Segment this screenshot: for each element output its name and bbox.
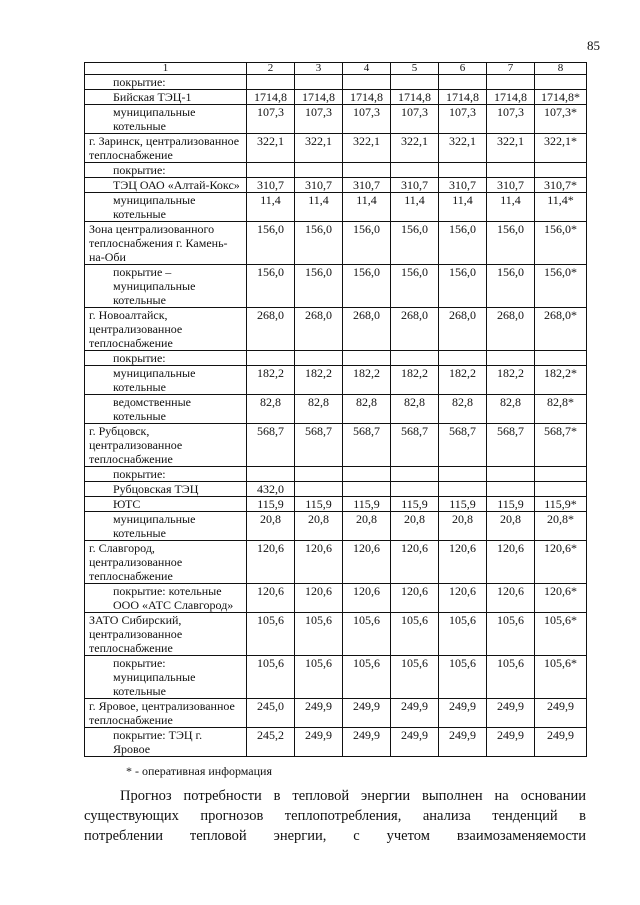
row-value [247, 75, 295, 90]
row-value: 322,1* [535, 134, 587, 163]
row-value: 322,1 [391, 134, 439, 163]
row-value [343, 467, 391, 482]
row-label: ЗАТО Сибирский, централизованное теплоснабжение [85, 613, 247, 656]
row-value: 182,2 [439, 366, 487, 395]
row-label: покрытие: муниципальные котельные [85, 656, 247, 699]
row-value [391, 351, 439, 366]
table-row [85, 163, 587, 178]
row-value: 310,7 [247, 178, 295, 193]
row-value [439, 482, 487, 497]
row-label: покрытие – муниципальные котельные [85, 265, 247, 308]
row-value: 105,6 [247, 656, 295, 699]
row-label: покрытие: [85, 163, 247, 178]
row-value [247, 163, 295, 178]
row-value: 107,3* [535, 105, 587, 134]
row-value: 310,7 [391, 178, 439, 193]
row-value: 182,2 [343, 366, 391, 395]
row-label: муниципальные котельные [85, 105, 247, 134]
row-value [535, 482, 587, 497]
table-row [85, 366, 587, 395]
row-value [295, 75, 343, 90]
row-value: 310,7 [343, 178, 391, 193]
row-value [439, 75, 487, 90]
row-value: 120,6 [343, 584, 391, 613]
row-value: 182,2 [295, 366, 343, 395]
row-value: 322,1 [295, 134, 343, 163]
row-label: муниципальные котельные [85, 193, 247, 222]
row-value [487, 467, 535, 482]
row-value: 120,6 [295, 584, 343, 613]
table-row [85, 497, 587, 512]
row-value: 120,6* [535, 584, 587, 613]
row-value: 105,6 [343, 656, 391, 699]
row-value: 156,0 [295, 265, 343, 308]
table-row [85, 90, 587, 105]
row-value: 310,7 [295, 178, 343, 193]
row-value: 310,7 [487, 178, 535, 193]
row-value [535, 351, 587, 366]
row-value: 156,0 [343, 222, 391, 265]
table-row [85, 134, 587, 163]
column-header: 5 [391, 63, 439, 75]
row-value: 156,0 [247, 222, 295, 265]
row-value [391, 482, 439, 497]
column-header: 4 [343, 63, 391, 75]
row-value: 11,4* [535, 193, 587, 222]
row-value: 11,4 [487, 193, 535, 222]
row-label: муниципальные котельные [85, 512, 247, 541]
row-value: 156,0* [535, 222, 587, 265]
row-value [343, 75, 391, 90]
row-value [391, 75, 439, 90]
row-value: 115,9 [343, 497, 391, 512]
row-label: Рубцовская ТЭЦ [85, 482, 247, 497]
row-value: 120,6 [343, 541, 391, 584]
paragraph-line: существующих прогнозов теплопотребления, анализа тенденций в [84, 808, 586, 824]
row-value: 120,6 [295, 541, 343, 584]
row-value: 107,3 [343, 105, 391, 134]
row-value: 115,9 [391, 497, 439, 512]
paragraph-line: Прогноз потребности в тепловой энергии выполнен на основании [120, 788, 586, 804]
row-value: 105,6 [439, 613, 487, 656]
row-value: 120,6 [439, 541, 487, 584]
row-value [295, 351, 343, 366]
table-row [85, 482, 587, 497]
row-value [343, 351, 391, 366]
row-value [343, 482, 391, 497]
row-label: г. Славгород, централизованное теплоснабжение [85, 541, 247, 584]
row-value: 105,6 [439, 656, 487, 699]
row-value: 322,1 [247, 134, 295, 163]
row-value: 107,3 [295, 105, 343, 134]
row-value: 105,6* [535, 613, 587, 656]
row-value [295, 482, 343, 497]
row-value: 20,8 [487, 512, 535, 541]
row-value: 115,9 [295, 497, 343, 512]
row-value: 182,2 [391, 366, 439, 395]
row-value: 82,8 [247, 395, 295, 424]
row-label: г. Заринск, централизованное теплоснабжение [85, 134, 247, 163]
row-value: 82,8* [535, 395, 587, 424]
row-label: покрытие: [85, 351, 247, 366]
row-value: 268,0 [391, 308, 439, 351]
table-row [85, 467, 587, 482]
heat-supply-table [84, 62, 587, 757]
row-value: 310,7* [535, 178, 587, 193]
table-row [85, 541, 587, 584]
row-value: 249,9 [343, 699, 391, 728]
row-value: 120,6 [487, 584, 535, 613]
row-value: 115,9 [247, 497, 295, 512]
row-value: 249,9 [439, 728, 487, 757]
row-label: ЮТС [85, 497, 247, 512]
row-value [535, 467, 587, 482]
row-value: 120,6* [535, 541, 587, 584]
row-value: 156,0 [439, 222, 487, 265]
row-value: 432,0 [247, 482, 295, 497]
row-value: 120,6 [439, 584, 487, 613]
table-row [85, 265, 587, 308]
row-value: 249,9 [391, 699, 439, 728]
row-value: 182,2* [535, 366, 587, 395]
row-value: 249,9 [295, 699, 343, 728]
row-value [295, 163, 343, 178]
row-value: 115,9 [487, 497, 535, 512]
row-value: 82,8 [343, 395, 391, 424]
row-value: 120,6 [391, 541, 439, 584]
row-value: 322,1 [487, 134, 535, 163]
row-value: 156,0 [295, 222, 343, 265]
column-header: 3 [295, 63, 343, 75]
row-value: 322,1 [343, 134, 391, 163]
row-value: 105,6 [487, 656, 535, 699]
row-label: Зона централизованного теплоснабжения г. Камень-на-Оби [85, 222, 247, 265]
row-value: 249,9 [487, 728, 535, 757]
row-value [391, 163, 439, 178]
row-value [391, 467, 439, 482]
column-header: 8 [535, 63, 587, 75]
table-row [85, 105, 587, 134]
row-value: 249,9 [439, 699, 487, 728]
row-value: 107,3 [391, 105, 439, 134]
table-row [85, 656, 587, 699]
row-value [487, 75, 535, 90]
row-value: 105,6 [391, 613, 439, 656]
row-value: 156,0 [343, 265, 391, 308]
row-label: г. Рубцовск, централизованное теплоснабжение [85, 424, 247, 467]
row-value: 11,4 [391, 193, 439, 222]
table-header-row [85, 63, 587, 75]
row-value: 249,9 [391, 728, 439, 757]
row-value: 249,9 [487, 699, 535, 728]
row-label: покрытие: [85, 75, 247, 90]
table-row [85, 512, 587, 541]
row-value: 20,8 [391, 512, 439, 541]
row-value: 105,6 [295, 656, 343, 699]
row-label: покрытие: [85, 467, 247, 482]
row-value [487, 351, 535, 366]
footnote: * - оперативная информация [126, 764, 272, 778]
row-value: 11,4 [439, 193, 487, 222]
row-value: 182,2 [487, 366, 535, 395]
row-value: 20,8 [295, 512, 343, 541]
row-value [439, 351, 487, 366]
row-value: 20,8 [439, 512, 487, 541]
table-row [85, 699, 587, 728]
row-value: 107,3 [247, 105, 295, 134]
row-value: 1714,8 [247, 90, 295, 105]
table-row [85, 351, 587, 366]
row-value: 568,7 [295, 424, 343, 467]
row-value: 156,0 [487, 265, 535, 308]
page-number: 85 [587, 38, 600, 53]
row-value [487, 163, 535, 178]
row-label: покрытие: ТЭЦ г. Яровое [85, 728, 247, 757]
row-value: 156,0 [439, 265, 487, 308]
row-value: 82,8 [391, 395, 439, 424]
row-value: 115,9 [439, 497, 487, 512]
row-value: 82,8 [487, 395, 535, 424]
row-value: 105,6 [247, 613, 295, 656]
row-value [535, 75, 587, 90]
table-row [85, 193, 587, 222]
row-value [535, 163, 587, 178]
column-header: 6 [439, 63, 487, 75]
row-value: 245,0 [247, 699, 295, 728]
row-value: 105,6 [295, 613, 343, 656]
table-row [85, 178, 587, 193]
row-value: 11,4 [247, 193, 295, 222]
row-value: 268,0* [535, 308, 587, 351]
row-value: 1714,8 [439, 90, 487, 105]
row-value: 1714,8 [391, 90, 439, 105]
row-label: г. Новоалтайск, централизованное теплоснабжение [85, 308, 247, 351]
row-value: 249,9 [535, 699, 587, 728]
row-value: 105,6 [391, 656, 439, 699]
row-value: 11,4 [295, 193, 343, 222]
body-paragraph [84, 786, 586, 846]
column-header: 2 [247, 63, 295, 75]
row-value: 310,7 [439, 178, 487, 193]
row-value: 268,0 [439, 308, 487, 351]
row-value: 105,6 [487, 613, 535, 656]
row-value: 568,7 [247, 424, 295, 467]
row-value: 268,0 [487, 308, 535, 351]
row-value: 105,6* [535, 656, 587, 699]
row-value: 156,0 [391, 222, 439, 265]
row-value: 156,0* [535, 265, 587, 308]
table-row [85, 584, 587, 613]
row-value: 322,1 [439, 134, 487, 163]
row-value: 245,2 [247, 728, 295, 757]
row-value: 1714,8* [535, 90, 587, 105]
row-label: муниципальные котельные [85, 366, 247, 395]
row-value: 568,7 [343, 424, 391, 467]
table-row [85, 308, 587, 351]
table-row [85, 424, 587, 467]
row-value: 268,0 [295, 308, 343, 351]
row-value: 1714,8 [487, 90, 535, 105]
row-label: ведомственные котельные [85, 395, 247, 424]
row-value: 568,7 [439, 424, 487, 467]
row-value: 20,8* [535, 512, 587, 541]
row-value: 568,7 [487, 424, 535, 467]
row-label: Бийская ТЭЦ-1 [85, 90, 247, 105]
row-label: ТЭЦ ОАО «Алтай-Кокс» [85, 178, 247, 193]
row-value: 156,0 [487, 222, 535, 265]
row-value: 120,6 [247, 584, 295, 613]
row-value: 568,7 [391, 424, 439, 467]
row-value [487, 482, 535, 497]
table-row [85, 75, 587, 90]
row-value: 268,0 [247, 308, 295, 351]
row-value: 105,6 [343, 613, 391, 656]
row-value [439, 467, 487, 482]
row-value: 249,9 [343, 728, 391, 757]
column-header: 1 [85, 63, 247, 75]
row-value: 182,2 [247, 366, 295, 395]
row-value: 82,8 [439, 395, 487, 424]
row-value: 249,9 [535, 728, 587, 757]
row-value: 120,6 [247, 541, 295, 584]
row-value: 568,7* [535, 424, 587, 467]
table-row [85, 613, 587, 656]
row-value: 156,0 [247, 265, 295, 308]
row-value: 107,3 [439, 105, 487, 134]
row-value [247, 467, 295, 482]
paragraph-line: потреблении тепловой энергии, с учетом взаимозаменяемости [84, 828, 586, 844]
row-label: г. Яровое, централизованное теплоснабжение [85, 699, 247, 728]
row-value: 107,3 [487, 105, 535, 134]
table-row [85, 395, 587, 424]
row-value: 156,0 [391, 265, 439, 308]
row-value [295, 467, 343, 482]
row-value [343, 163, 391, 178]
row-value: 268,0 [343, 308, 391, 351]
table-row [85, 222, 587, 265]
table-row [85, 728, 587, 757]
row-value: 1714,8 [343, 90, 391, 105]
row-value: 20,8 [343, 512, 391, 541]
row-value: 115,9* [535, 497, 587, 512]
row-value [439, 163, 487, 178]
row-value: 1714,8 [295, 90, 343, 105]
row-value: 249,9 [295, 728, 343, 757]
row-value [247, 351, 295, 366]
row-label: покрытие: котельные ООО «АТС Славгород» [85, 584, 247, 613]
column-header: 7 [487, 63, 535, 75]
row-value: 11,4 [343, 193, 391, 222]
row-value: 120,6 [391, 584, 439, 613]
row-value: 82,8 [295, 395, 343, 424]
row-value: 20,8 [247, 512, 295, 541]
row-value: 120,6 [487, 541, 535, 584]
